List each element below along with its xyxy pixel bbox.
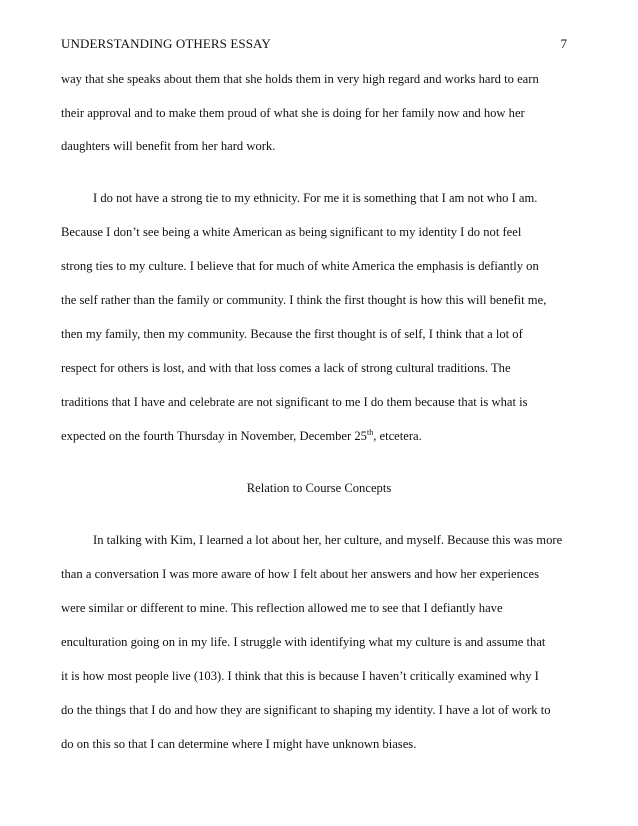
running-header-title: UNDERSTANDING OTHERS ESSAY (61, 36, 271, 51)
ordinal-suffix: th (366, 428, 374, 437)
paragraph-1-line-3: daughters will benefit from her hard work. (61, 139, 276, 153)
section-heading: Relation to Course Concepts (246, 481, 392, 495)
paragraph-2-line-6: respect for others is lost, and with that loss comes a lack of strong cultural traditions. The (61, 361, 511, 375)
paragraph-2-line-3: strong ties to my culture. I believe that for much of white America the emphasis is defiantly on (61, 259, 539, 273)
paragraph-2-line-8 (61, 428, 422, 444)
paragraph-2-line-2: Because I don’t see being a white American as being significant to my identity I do not feel (61, 225, 522, 239)
paragraph-3-line-3: were similar or different to mine. This reflection allowed me to see that I defiantly have (61, 601, 503, 615)
paragraph-2-line-8-end: , etcetera. (373, 429, 422, 443)
paragraph-3-line-5: it is how most people live (103). I think that this is because I haven’t critically examined why I (61, 669, 539, 683)
paragraph-1-line-2: their approval and to make them proud of what she is doing for her family now and how her (61, 106, 525, 120)
paragraph-1-line-1: way that she speaks about them that she holds them in very high regard and works hard to earn (61, 72, 539, 86)
paragraph-3-line-1: In talking with Kim, I learned a lot about her, her culture, and myself. Because this was more (93, 533, 563, 547)
paragraph-2-line-8-text: expected on the fourth Thursday in November, December 25 (61, 429, 367, 443)
paragraph-3-line-6: do the things that I do and how they are significant to shaping my identity. I have a lot of work to (61, 703, 551, 717)
paragraph-2-line-4: the self rather than the family or community. I think the first thought is how this will benefit me, (61, 293, 547, 307)
paragraph-3-line-7: do on this so that I can determine where I might have unknown biases. (61, 737, 417, 751)
paragraph-3-line-4: enculturation going on in my life. I struggle with identifying what my culture is and assume that (61, 635, 546, 649)
page-number: 7 (560, 36, 567, 51)
paragraph-2-line-5: then my family, then my community. Because the first thought is of self, I think that a lot of (61, 327, 523, 341)
paragraph-2-line-7: traditions that I have and celebrate are not significant to me I do them because that is what is (61, 395, 528, 409)
paragraph-3-line-2: than a conversation I was more aware of how I felt about her answers and how her experiences (61, 567, 540, 581)
paragraph-2-line-1: I do not have a strong tie to my ethnicity. For me it is something that I am not who I am. (93, 191, 538, 205)
